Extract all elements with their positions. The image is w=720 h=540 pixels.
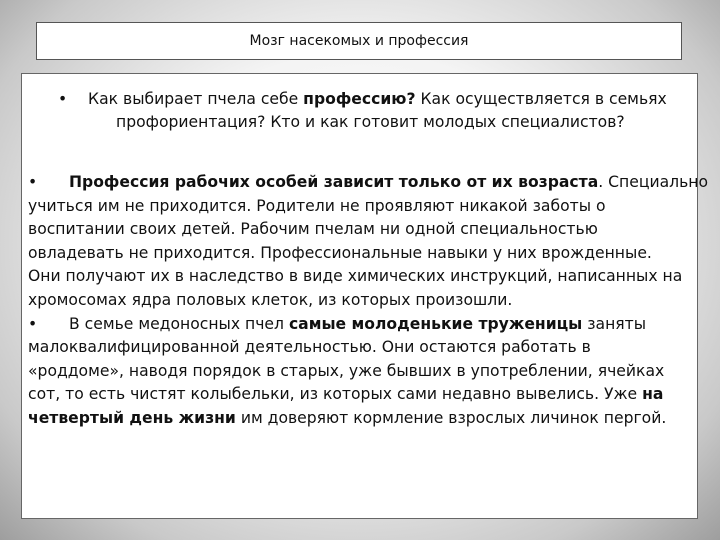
bold-phrase: профессию? bbox=[303, 90, 416, 108]
profession-line-3: воспитании своих детей. Рабочим пчелам ни одной специальностью bbox=[28, 220, 598, 239]
young-workers-line-3: «роддоме», наводя порядок в старых, уже бывших в употреблении, ячейках bbox=[28, 361, 665, 380]
profession-line-4: овладевать не приходится. Профессиональные навыки у них врожденные. bbox=[28, 243, 652, 262]
question-line-1: • Как выбирает пчела себе профессию? Как осуществляется в семьях bbox=[58, 88, 684, 111]
slide-title-box bbox=[36, 22, 682, 60]
young-workers-line-1: • В семье медоносных пчел самые молоденькие труженицы заняты bbox=[28, 313, 692, 337]
question-line-2: профориентация? Кто и как готовит молодых специалистов? bbox=[116, 113, 625, 131]
profession-line-1: • Профессия рабочих особей зависит только от их возраста. Специально bbox=[28, 171, 692, 195]
young-workers-line-2: малоквалифицированной деятельностью. Они остаются работать в bbox=[28, 338, 591, 357]
bullet: • bbox=[28, 314, 38, 333]
body-text bbox=[28, 171, 709, 431]
profession-line-2: учиться им не приходится. Родители не проявляют никакой заботы о bbox=[28, 196, 606, 215]
question-paragraph bbox=[58, 88, 684, 134]
profession-line-6: хромосомах ядра половых клеток, из которых произошли. bbox=[28, 290, 513, 309]
bold-phrase: самые молоденькие труженицы bbox=[288, 314, 583, 333]
profession-line-5: Они получают их в наследство в виде химических инструкций, написанных на bbox=[28, 267, 683, 286]
young-workers-line-4: сот, то есть чистят колыбельки, из которых сами недавно вывелись. Уже на bbox=[28, 385, 664, 404]
young-workers-line-5: четвертый день жизни им доверяют кормление взрослых личинок пергой. bbox=[28, 408, 667, 427]
bold-phrase: Профессия рабочих особей зависит только от их возраста bbox=[69, 173, 599, 191]
bold-phrase: на bbox=[642, 385, 664, 404]
bold-phrase: четвертый день жизни bbox=[28, 408, 236, 427]
bullet: • bbox=[28, 173, 38, 191]
slide-title: Мозг насекомых и профессия bbox=[249, 33, 469, 49]
bullet: • bbox=[58, 90, 68, 108]
